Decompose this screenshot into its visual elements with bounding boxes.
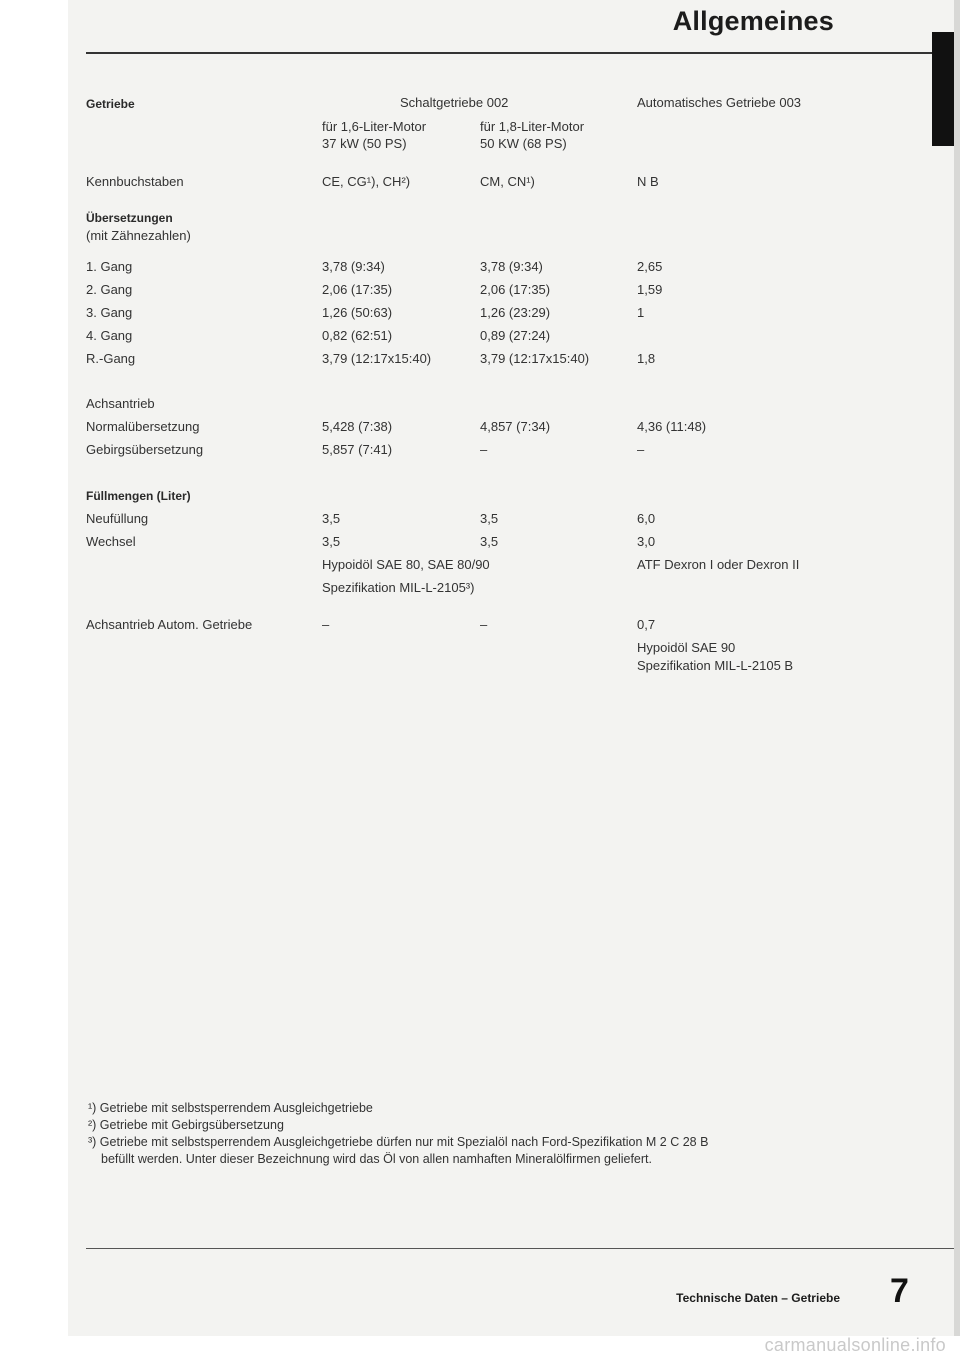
kennbuchstaben-m16: CE, CG¹), CH²) (322, 174, 411, 189)
fuellmengen-row-auto: 3,0 (637, 534, 656, 549)
footnote-1: ¹) Getriebe mit selbstsperrendem Ausgleichgetriebe (88, 1101, 373, 1115)
gear-row-label: R.-Gang (86, 351, 136, 366)
gear-row-m16: 3,78 (9:34) (322, 259, 385, 274)
kennbuchstaben-label: Kennbuchstaben (86, 174, 184, 189)
watermark: carmanualsonline.info (764, 1335, 946, 1355)
column-header-manual-18-line1: für 1,8-Liter-Motor (480, 119, 585, 134)
gear-row-m16: 0,82 (62:51) (322, 328, 393, 343)
achsantrieb-auto-m18: – (480, 617, 488, 632)
oil-auto: ATF Dexron I oder Dexron II (637, 557, 800, 572)
gear-row-m18: 3,78 (9:34) (480, 259, 543, 274)
gear-row-m16: 3,79 (12:17x15:40) (322, 351, 432, 366)
gear-row-m18: 0,89 (27:24) (480, 328, 551, 343)
footnote-3-line2: befüllt werden. Unter dieser Bezeichnung wird das Öl von allen namhaften Mineralölfirmen geliefert. (101, 1152, 652, 1166)
footnote-3-line1: ³) Getriebe mit selbstsperrendem Ausgleichgetriebe dürfen nur mit Spezialöl nach Ford-Spezifikation M 2 C 28 B (88, 1135, 709, 1149)
page-number: 7 (890, 1272, 909, 1310)
achsantrieb-row-m16: 5,857 (7:41) (322, 442, 393, 457)
gear-row-m16: 2,06 (17:35) (322, 282, 393, 297)
achsantrieb-auto-oil: Hypoidöl SAE 90 (637, 640, 736, 655)
gear-row-label: 4. Gang (86, 328, 133, 343)
achsantrieb-row-m18: 4,857 (7:34) (480, 419, 551, 434)
achsantrieb-row-auto: 4,36 (11:48) (637, 419, 707, 434)
gear-row-label: 3. Gang (86, 305, 133, 320)
section-tab-marker (932, 32, 954, 146)
column-header-manual: Schaltgetriebe 002 (400, 95, 509, 110)
gear-row-label: 1. Gang (86, 259, 133, 274)
gear-row-m18: 3,79 (12:17x15:40) (480, 351, 590, 366)
uebersetzungen-heading: Übersetzungen (86, 211, 173, 225)
achsantrieb-row-label: Gebirgsübersetzung (86, 442, 204, 457)
footer-rule (86, 1248, 954, 1249)
achsantrieb-auto-label: Achsantrieb Autom. Getriebe (86, 617, 253, 632)
fuellmengen-row-m16: 3,5 (322, 534, 341, 549)
achsantrieb-row-m18: – (480, 442, 488, 457)
gear-row-m18: 2,06 (17:35) (480, 282, 551, 297)
gear-row-label: 2. Gang (86, 282, 133, 297)
footnote-2: ²) Getriebe mit Gebirgsübersetzung (88, 1118, 284, 1132)
achsantrieb-row-m16: 5,428 (7:38) (322, 419, 393, 434)
page-title: Allgemeines (672, 6, 834, 36)
column-header-manual-16-line1: für 1,6-Liter-Motor (322, 119, 427, 134)
kennbuchstaben-auto: N B (637, 174, 659, 189)
gear-row-auto: 1 (637, 305, 645, 320)
fuellmengen-row-label: Neufüllung (86, 511, 149, 526)
gear-row-auto: 1,8 (637, 351, 656, 366)
spec-manual: Spezifikation MIL-L-2105³) (322, 580, 475, 595)
fuellmengen-row-m18: 3,5 (480, 511, 499, 526)
fuellmengen-row-auto: 6,0 (637, 511, 656, 526)
uebersetzungen-subheading: (mit Zähnezahlen) (86, 228, 191, 243)
page-edge (954, 0, 960, 1336)
achsantrieb-row-label: Normalübersetzung (86, 419, 200, 434)
column-header-manual-16-line2: 37 kW (50 PS) (322, 136, 407, 151)
achsantrieb-auto-value: 0,7 (637, 617, 656, 632)
kennbuchstaben-m18: CM, CN¹) (480, 174, 535, 189)
gear-row-m16: 1,26 (50:63) (322, 305, 393, 320)
achsantrieb-auto-spec: Spezifikation MIL-L-2105 B (637, 658, 794, 673)
column-header-manual-18-line2: 50 KW (68 PS) (480, 136, 567, 151)
achsantrieb-auto-m16: – (322, 617, 330, 632)
footer-section-label: Technische Daten – Getriebe (676, 1291, 840, 1305)
gear-row-auto: 1,59 (637, 282, 663, 297)
header-rule (86, 52, 954, 54)
achsantrieb-heading: Achsantrieb (86, 396, 155, 411)
column-header-auto: Automatisches Getriebe 003 (637, 95, 802, 110)
fuellmengen-row-m16: 3,5 (322, 511, 341, 526)
gear-row-auto: 2,65 (637, 259, 663, 274)
achsantrieb-row-auto: – (637, 442, 645, 457)
fuellmengen-row-label: Wechsel (86, 534, 136, 549)
fuellmengen-row-m18: 3,5 (480, 534, 499, 549)
fuellmengen-heading: Füllmengen (Liter) (86, 489, 191, 503)
gear-row-m18: 1,26 (23:29) (480, 305, 551, 320)
oil-manual: Hypoidöl SAE 80, SAE 80/90 (322, 557, 490, 572)
label-getriebe: Getriebe (86, 97, 135, 111)
